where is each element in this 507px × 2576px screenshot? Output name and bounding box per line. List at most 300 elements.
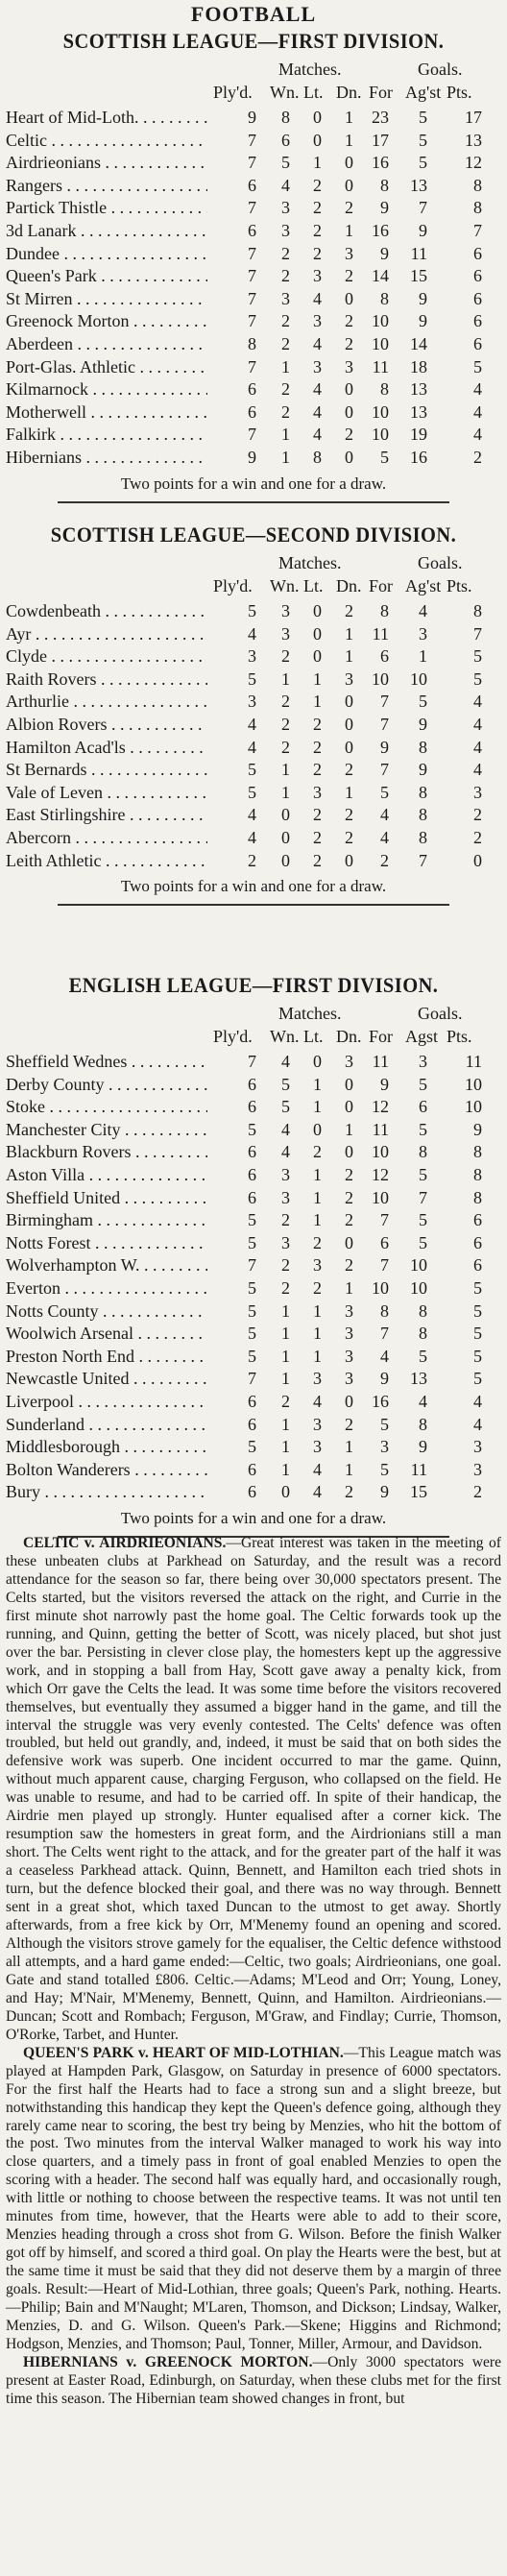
stat-a: 7 — [419, 198, 427, 218]
stat-a: 13 — [410, 175, 427, 195]
stat-p: 7 — [248, 1255, 256, 1276]
stat-l: 0 — [313, 108, 322, 127]
stat-w: 1 — [281, 1437, 290, 1457]
stat-pts: 9 — [473, 1119, 482, 1139]
stat-p: 5 — [248, 601, 256, 620]
stat-pts: 5 — [473, 668, 482, 689]
stat-l: 4 — [313, 288, 322, 308]
stat-a: 5 — [419, 1074, 427, 1094]
stat-a: 3 — [419, 1052, 427, 1071]
matches-label: Matches. — [278, 60, 342, 79]
team-name: Heart of Mid-Loth. . . . — [6, 108, 207, 128]
team-name: Notts County . . . — [6, 1301, 207, 1322]
stat-p: 7 — [248, 153, 256, 173]
stat-d: 0 — [345, 1232, 353, 1252]
stat-p: 6 — [248, 1074, 256, 1094]
stat-f: 7 — [380, 1255, 389, 1276]
stat-a: 4 — [419, 601, 427, 620]
stat-d: 2 — [345, 805, 353, 825]
stat-a: 8 — [419, 1414, 427, 1434]
stat-l: 2 — [313, 715, 322, 734]
team-name: Clyde . . . — [6, 646, 207, 667]
stat-d: 3 — [345, 1052, 353, 1071]
stat-pts: 5 — [473, 1324, 482, 1344]
stat-p: 7 — [248, 243, 256, 263]
column-header: Ag'st — [405, 83, 442, 102]
stat-w: 2 — [281, 1210, 290, 1230]
stat-a: 8 — [419, 1324, 427, 1344]
stat-pts: 6 — [473, 1232, 482, 1252]
team-name: Stoke . . . — [6, 1097, 207, 1117]
column-header: Dn. — [336, 576, 362, 595]
stat-a: 16 — [410, 448, 427, 467]
stat-d: 2 — [345, 266, 353, 286]
stat-l: 8 — [313, 448, 322, 467]
stat-a: 9 — [419, 760, 427, 780]
stat-f: 10 — [372, 401, 389, 422]
table-title: ENGLISH LEAGUE—FIRST DIVISION. — [68, 973, 439, 997]
column-header: Ply'd. — [213, 1027, 253, 1046]
stat-a: 10 — [410, 1278, 427, 1298]
stat-f: 17 — [372, 130, 389, 150]
stat-l: 2 — [313, 850, 322, 870]
stat-l: 1 — [313, 1097, 322, 1117]
stat-w: 8 — [281, 108, 290, 127]
stat-l: 1 — [313, 1074, 322, 1094]
stat-d: 2 — [345, 1255, 353, 1276]
stat-p: 7 — [248, 266, 256, 286]
stat-p: 5 — [248, 1232, 256, 1252]
stat-pts: 6 — [473, 1255, 482, 1276]
stat-d: 3 — [345, 1346, 353, 1366]
table-row — [0, 1120, 507, 1145]
stat-a: 5 — [419, 108, 427, 127]
stat-l: 4 — [313, 1459, 322, 1479]
section-rule — [58, 501, 449, 503]
stat-d: 2 — [345, 1482, 353, 1502]
column-header: Pts. — [447, 576, 472, 595]
table-row — [0, 153, 507, 178]
stat-a: 9 — [419, 311, 427, 331]
stat-p: 5 — [248, 668, 256, 689]
stat-l: 0 — [313, 1119, 322, 1139]
stat-pts: 4 — [473, 1414, 482, 1434]
stat-f: 5 — [380, 448, 389, 467]
stat-d: 1 — [345, 782, 353, 802]
table-row — [0, 1233, 507, 1258]
stat-p: 5 — [248, 1278, 256, 1298]
stat-l: 4 — [313, 1482, 322, 1502]
goals-label: Goals. — [418, 60, 463, 79]
stat-w: 0 — [281, 805, 290, 825]
stat-p: 5 — [248, 1300, 256, 1321]
column-header: Wn. — [270, 1027, 300, 1046]
stat-pts: 10 — [465, 1074, 482, 1094]
stat-a: 5 — [419, 130, 427, 150]
stat-p: 5 — [248, 1119, 256, 1139]
stat-d: 0 — [345, 175, 353, 195]
stat-a: 9 — [419, 288, 427, 308]
stat-pts: 17 — [465, 108, 482, 127]
stat-p: 6 — [248, 401, 256, 422]
table-row — [0, 1437, 507, 1462]
stat-d: 0 — [345, 401, 353, 422]
table-row — [0, 379, 507, 404]
stat-l: 1 — [313, 1300, 322, 1321]
stat-d: 0 — [345, 850, 353, 870]
stat-w: 1 — [281, 448, 290, 467]
stat-l: 0 — [313, 623, 322, 644]
stat-p: 8 — [248, 334, 256, 353]
stat-f: 8 — [380, 288, 389, 308]
stat-p: 4 — [248, 623, 256, 644]
team-name: Aston Villa . . . — [6, 1165, 207, 1185]
stat-l: 3 — [313, 266, 322, 286]
stat-f: 12 — [372, 1097, 389, 1117]
column-header: Wn. — [270, 83, 300, 102]
page-heading: FOOTBALL — [190, 2, 317, 26]
stat-l: 4 — [313, 334, 322, 353]
table-row — [0, 851, 507, 876]
stat-f: 10 — [372, 425, 389, 445]
stat-p: 5 — [248, 782, 256, 802]
stat-w: 5 — [281, 153, 290, 173]
stat-p: 9 — [248, 108, 256, 127]
stat-f: 5 — [380, 1459, 389, 1479]
stat-f: 10 — [372, 1278, 389, 1298]
table-row — [0, 448, 507, 473]
stat-w: 1 — [281, 1369, 290, 1389]
stat-f: 9 — [380, 737, 389, 757]
table-row — [0, 1324, 507, 1349]
team-name: Sheffield Wednes . . . — [6, 1052, 207, 1072]
stat-d: 3 — [345, 356, 353, 377]
stat-l: 2 — [313, 221, 322, 240]
stat-w: 1 — [281, 425, 290, 445]
team-name: St Mirren . . . — [6, 289, 207, 309]
article-paragraph — [6, 2354, 501, 2409]
stat-p: 6 — [248, 1392, 256, 1411]
stat-w: 2 — [281, 646, 290, 667]
stat-f: 8 — [380, 379, 389, 400]
points-note: Two points for a win and one for a draw. — [120, 474, 387, 493]
article-text: —Great interest was taken in the meeting of these unbeaten clubs at Parkhead on Saturday, and the result was a record attendance for the season so far, there being over 30,000 spectators present. The Celts started, but the visitors reversed the attack on the right, and Currie in the first minute shot narrowly past the home goal. The Celtic forwards took up the running, and Quinn, getting the better of Scott, was nicely placed, but shot just over the bar. Persisting in clever close play, the homesters kept up the aggressive work, and in stopping a ball from Hay, Scott gave away a penalty kick, from which Orr gave the Celts the lead. It was some time before the visitors recovered themselves, but eventually they assumed a bigger hand in the game, and till the interval the struggle was very evenly contested. The Celts' defence was often troubled, but held out grandly, and, indeed, it must be said that on both sides the defensive work was superb. One incident occurred to mar the game. Quinn, without much apparent cause, charging Ferguson, who collapsed on the field. He was unable to resume, and had to be carried off. In spite of their handicap, the Airdrie men played up strongly. Hunter equalised after a corner kick. The resumption saw the homesters in great form, and the Airdrionians still a man short. The Celts went right to the attack, and for the greater part of the half it was a ceaseless Parkhead attack. Quinn, Bennett, and Hamilton each tried shots in turn, but the defence blocked their goal, and there was no way through. Bennett sent in a great shot, which taxed Duncan to the utmost to get away. Shortly afterwards, from a free kick by Orr, M'Menemy found an opening and scored. Although the visitors strove gamely for the equaliser, the Celtic defence withstood all attempts, and a hard game ended:—Celtic, two goals; Airdrieonians, one goal. Gate and stand totalled £806. Celtic.—Adams; M'Leod and Orr; Young, Loney, and Hay; M'Nair, M'Menemy, Bennett, Quinn, and Hamilton. Airdrieonians.—Duncan; Scott and Rombach; Ferguson, M'Graw, and Findlay; Currie, Thomson, O'Rorke, Tarbet, and Hunter. — [6, 1535, 501, 2043]
team-name: Arthurlie . . . — [6, 692, 207, 712]
stat-d: 0 — [345, 715, 353, 734]
stat-pts: 5 — [473, 1300, 482, 1321]
stat-d: 0 — [345, 379, 353, 400]
team-name: Abercorn . . . — [6, 828, 207, 848]
stat-p: 6 — [248, 1187, 256, 1207]
stat-a: 5 — [419, 1119, 427, 1139]
stat-pts: 13 — [465, 130, 482, 150]
stat-f: 16 — [372, 153, 389, 173]
stat-d: 1 — [345, 623, 353, 644]
team-name: Rangers . . . — [6, 176, 207, 196]
stat-f: 7 — [380, 692, 389, 712]
stat-a: 9 — [419, 221, 427, 240]
matches-label: Matches. — [278, 1004, 342, 1023]
stat-p: 5 — [248, 760, 256, 780]
stat-w: 3 — [281, 288, 290, 308]
stat-a: 15 — [410, 266, 427, 286]
stat-d: 2 — [345, 311, 353, 331]
team-name: Notts Forest . . . — [6, 1233, 207, 1253]
stat-a: 7 — [419, 1187, 427, 1207]
stat-a: 11 — [410, 1459, 427, 1479]
stat-pts: 2 — [473, 828, 482, 847]
stat-p: 2 — [248, 850, 256, 870]
stat-f: 4 — [380, 1346, 389, 1366]
stat-l: 4 — [313, 1392, 322, 1411]
stat-a: 18 — [410, 356, 427, 377]
stat-d: 1 — [345, 1278, 353, 1298]
stat-a: 5 — [419, 692, 427, 712]
table-row — [0, 1165, 507, 1190]
table-row — [0, 715, 507, 740]
table-title: SCOTTISH LEAGUE—SECOND DIVISION. — [50, 522, 457, 547]
stat-a: 7 — [419, 850, 427, 870]
table-row — [0, 334, 507, 359]
column-header: Pts. — [447, 1027, 472, 1046]
stat-f: 11 — [372, 623, 389, 644]
stat-pts: 8 — [473, 1187, 482, 1207]
team-name: Bolton Wanderers . . . — [6, 1460, 207, 1480]
stat-d: 0 — [345, 448, 353, 467]
team-name: Hamilton Acad'ls . . . — [6, 738, 207, 758]
table-row — [0, 1210, 507, 1235]
stat-d: 2 — [345, 425, 353, 445]
stat-pts: 7 — [473, 221, 482, 240]
team-name: Partick Thistle . . . — [6, 198, 207, 218]
stat-f: 7 — [380, 1324, 389, 1344]
stat-pts: 8 — [473, 1142, 482, 1162]
stat-w: 1 — [281, 1346, 290, 1366]
stat-f: 9 — [380, 1482, 389, 1502]
stat-w: 0 — [281, 1482, 290, 1502]
stat-w: 3 — [281, 1232, 290, 1252]
stat-w: 2 — [281, 266, 290, 286]
stat-p: 3 — [248, 646, 256, 667]
stat-f: 8 — [380, 175, 389, 195]
points-note: Two points for a win and one for a draw. — [120, 877, 387, 896]
stat-pts: 2 — [473, 805, 482, 825]
stat-a: 8 — [419, 828, 427, 847]
stat-f: 9 — [380, 198, 389, 218]
stat-pts: 8 — [473, 601, 482, 620]
table-row — [0, 357, 507, 382]
stat-d: 1 — [345, 108, 353, 127]
stat-w: 5 — [281, 1097, 290, 1117]
stat-a: 8 — [419, 805, 427, 825]
stat-a: 6 — [419, 1097, 427, 1117]
article-text: —This League match was played at Hampden Park, Glasgow, on Saturday in presence of 6000 spectators. For the first half the Hearts had to face a strong sun and a slight breeze, but notwithstanding this handicap they kept the Queen's defence going, although they rarely came near to scoring, the best try being by Menzies, who hit the bottom of the post. Two minutes from the interval Walker managed to work his way into close quarters, and a timely pass in front of goal enabled Menzies to open the scoring with a header. The second half was equally hard, and occasionally rough, with little or nothing to choose between the respective teams. It was not until ten minutes from time, however, that the Hearts were able to add to their score, Menzies heading through a cross shot from G. Wilson. Before the finish Walker got off by himself, and scored a third goal. On play the Hearts were the best, but at the same time it must be said that they did not deserve them by a margin of three goals. Result:—Heart of Mid-Lothian, three goals; Queen's Park, nothing. Hearts.—Philip; Bain and M'Naught; M'Laren, Thomson, and Dickson; Lindsay, Walker, Menzies, D. and G. Wilson. Queen's Park.—Skene; Higgins and Richmond; Hodgson, Menzies, and Thomson; Paul, Tonner, Miller, Armour, and Davidson. — [6, 2044, 501, 2352]
article-text: —Only 3000 spectators were present at Easter Road, Edinburgh, on Saturday, when these clubs met for the first time this season. The Hibernian team showed changes in front, but — [6, 2353, 501, 2407]
stat-d: 2 — [345, 198, 353, 218]
stat-p: 7 — [248, 130, 256, 150]
stat-p: 7 — [248, 356, 256, 377]
table-row — [0, 131, 507, 156]
stat-w: 2 — [281, 692, 290, 712]
stat-l: 3 — [313, 1255, 322, 1276]
team-name: Sunderland . . . — [6, 1415, 207, 1435]
stat-w: 3 — [281, 221, 290, 240]
stat-w: 2 — [281, 737, 290, 757]
stat-l: 1 — [313, 1187, 322, 1207]
stat-p: 6 — [248, 1142, 256, 1162]
team-name: Falkirk . . . — [6, 425, 207, 445]
stat-d: 0 — [345, 153, 353, 173]
stat-l: 3 — [313, 1369, 322, 1389]
stat-p: 6 — [248, 379, 256, 400]
stat-l: 1 — [313, 1210, 322, 1230]
stat-f: 11 — [372, 1052, 389, 1071]
stat-f: 7 — [380, 760, 389, 780]
team-name: Port-Glas. Athletic . . . — [6, 357, 207, 377]
team-name: Vale of Leven . . . — [6, 783, 207, 803]
stat-l: 2 — [313, 737, 322, 757]
stat-f: 3 — [380, 1437, 389, 1457]
stat-l: 0 — [313, 646, 322, 667]
stat-a: 8 — [419, 737, 427, 757]
stat-l: 2 — [313, 243, 322, 263]
column-header: Dn. — [336, 1027, 362, 1046]
stat-f: 11 — [372, 1119, 389, 1139]
stat-w: 2 — [281, 401, 290, 422]
column-header: Lt. — [303, 83, 324, 102]
stat-l: 2 — [313, 1142, 322, 1162]
stat-w: 2 — [281, 334, 290, 353]
stat-d: 1 — [345, 130, 353, 150]
stat-l: 2 — [313, 1232, 322, 1252]
stat-w: 1 — [281, 1324, 290, 1344]
stat-pts: 5 — [473, 1369, 482, 1389]
stat-pts: 4 — [473, 692, 482, 712]
stat-a: 5 — [419, 1232, 427, 1252]
table-row — [0, 1075, 507, 1100]
stat-l: 4 — [313, 401, 322, 422]
team-name: Derby County . . . — [6, 1075, 207, 1095]
stat-a: 15 — [410, 1482, 427, 1502]
team-name: East Stirlingshire . . . — [6, 805, 207, 825]
stat-a: 8 — [419, 1142, 427, 1162]
stat-p: 6 — [248, 1459, 256, 1479]
stat-pts: 2 — [473, 448, 482, 467]
stat-d: 2 — [345, 1414, 353, 1434]
team-name: Dundee . . . — [6, 244, 207, 264]
stat-d: 1 — [345, 1459, 353, 1479]
stat-d: 2 — [345, 1210, 353, 1230]
stat-l: 4 — [313, 379, 322, 400]
matches-label: Matches. — [278, 553, 342, 572]
stat-pts: 4 — [473, 379, 482, 400]
stat-d: 0 — [345, 737, 353, 757]
stat-a: 8 — [419, 782, 427, 802]
stat-l: 1 — [313, 1346, 322, 1366]
stat-w: 2 — [281, 243, 290, 263]
stat-pts: 4 — [473, 401, 482, 422]
table-row — [0, 1142, 507, 1167]
stat-a: 5 — [419, 1165, 427, 1184]
stat-w: 2 — [281, 1392, 290, 1411]
team-name: Liverpool . . . — [6, 1392, 207, 1412]
table-row — [0, 1255, 507, 1280]
stat-pts: 8 — [473, 1165, 482, 1184]
table-row — [0, 805, 507, 830]
stat-a: 8 — [419, 1300, 427, 1321]
table-row — [0, 828, 507, 853]
points-note: Two points for a win and one for a draw. — [120, 1509, 387, 1527]
stat-w: 1 — [281, 668, 290, 689]
table-row — [0, 266, 507, 291]
stat-a: 14 — [410, 334, 427, 353]
article-paragraph — [6, 2045, 501, 2354]
stat-l: 1 — [313, 692, 322, 712]
stat-pts: 6 — [473, 311, 482, 331]
team-name: Motherwell . . . — [6, 402, 207, 423]
stat-w: 3 — [281, 1187, 290, 1207]
stat-pts: 6 — [473, 334, 482, 353]
stat-pts: 12 — [465, 153, 482, 173]
stat-p: 7 — [248, 1052, 256, 1071]
stat-pts: 5 — [473, 646, 482, 667]
stat-pts: 2 — [473, 1482, 482, 1502]
team-name: Middlesborough . . . — [6, 1437, 207, 1457]
stat-a: 5 — [419, 1346, 427, 1366]
stat-p: 9 — [248, 448, 256, 467]
table-row — [0, 1482, 507, 1507]
stat-f: 7 — [380, 1210, 389, 1230]
stat-f: 10 — [372, 668, 389, 689]
stat-d: 3 — [345, 1369, 353, 1389]
stat-p: 5 — [248, 1437, 256, 1457]
stat-f: 11 — [372, 356, 389, 377]
stat-w: 4 — [281, 175, 290, 195]
stat-p: 7 — [248, 311, 256, 331]
stat-w: 3 — [281, 623, 290, 644]
team-name: Albion Rovers . . . — [6, 715, 207, 735]
table-row — [0, 1097, 507, 1122]
stat-f: 12 — [372, 1165, 389, 1184]
stat-f: 8 — [380, 1300, 389, 1321]
stat-w: 6 — [281, 130, 290, 150]
stat-w: 1 — [281, 760, 290, 780]
stat-d: 0 — [345, 1074, 353, 1094]
stat-l: 3 — [313, 356, 322, 377]
stat-w: 0 — [281, 828, 290, 847]
table-row — [0, 311, 507, 336]
team-name: Preston North End . . . — [6, 1347, 207, 1367]
stat-f: 9 — [380, 1369, 389, 1389]
stat-pts: 8 — [473, 198, 482, 218]
stat-p: 7 — [248, 288, 256, 308]
team-name: Birmingham . . . — [6, 1210, 207, 1230]
team-name: Newcastle United . . . — [6, 1369, 207, 1389]
team-name: Kilmarnock . . . — [6, 379, 207, 400]
team-name: Queen's Park . . . — [6, 266, 207, 286]
table-row — [0, 1301, 507, 1326]
stat-d: 0 — [345, 1392, 353, 1411]
stat-w: 4 — [281, 1119, 290, 1139]
stat-a: 9 — [419, 715, 427, 734]
article-paragraph — [6, 1535, 501, 2045]
column-header: For — [369, 1027, 394, 1046]
stat-l: 1 — [313, 1165, 322, 1184]
stat-f: 6 — [380, 646, 389, 667]
stat-a: 13 — [410, 379, 427, 400]
column-header: Wn. — [270, 576, 300, 595]
stat-pts: 6 — [473, 1210, 482, 1230]
